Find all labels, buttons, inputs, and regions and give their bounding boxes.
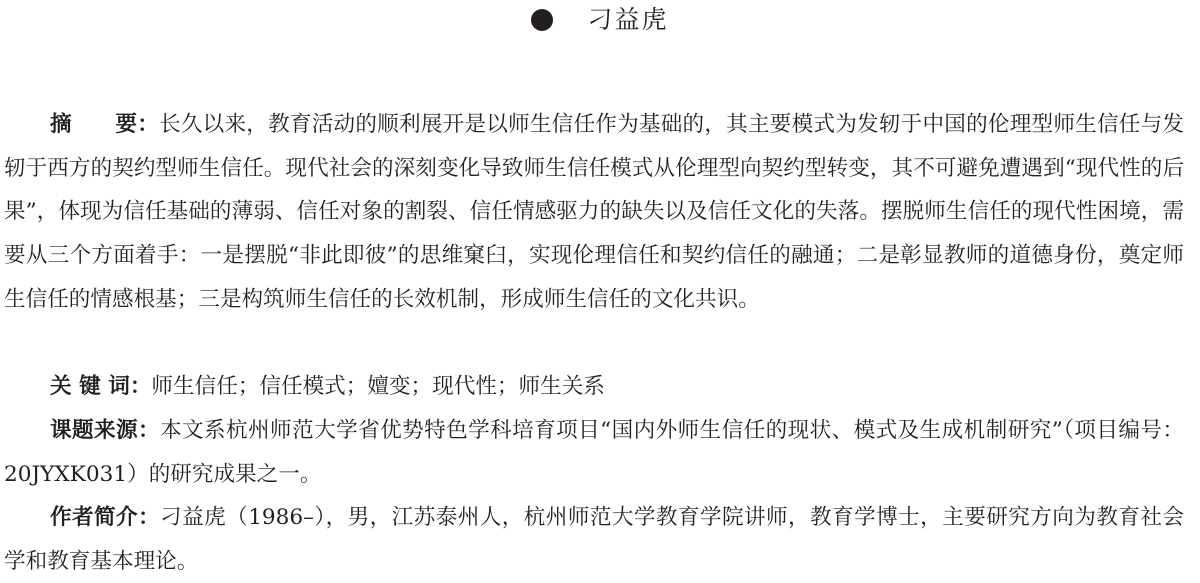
funding-label: 课题来源： (50, 418, 161, 443)
abstract-label: 摘 要： (50, 112, 160, 137)
abstract-text: 长久以来，教育活动的顺利展开是以师生信任作为基础的，其主要模式为发轫于中国的伦理型师生信任与发轫于西方的契约型师生信任。现代社会的深刻变化导致师生信任模式从伦理型向契约型转变，其不可避免遭遇到“现代性的后果”，体现为信任基础的薄弱、信任对象的割裂、信任情感驱力的缺失以及信任文化的失落。摆脱师生信任的现代性困境，需要从三个方面着手：一是摆脱“非此即彼”的思维窠臼，实现伦理信任和契约信任的融通；二是彰显教师的道德身份，奠定师生信任的情感根基；三是构筑师生信任的长效机制，形成师生信任的文化共识。 (4, 112, 1184, 312)
bullet-icon (531, 9, 553, 31)
keywords-label: 关 键 词： (50, 374, 152, 399)
author-bio-text: 刁益虎（1986–），男，江苏泰州人，杭州师范大学教育学院讲师，教育学博士，主要研究方向为教育社会学和教育基本理论。 (4, 505, 1184, 574)
abstract-paragraph (4, 103, 1184, 322)
funding-text: 本文系杭州师范大学省优势特色学科培育项目“国内外师生信任的现状、模式及生成机制研究”（项目编号：20JYXK031）的研究成果之一。 (4, 418, 1184, 487)
funding-paragraph (4, 409, 1184, 496)
keywords-paragraph (4, 365, 1184, 409)
author-bio-label: 作者简介： (50, 505, 161, 530)
author-bio-paragraph (4, 496, 1184, 583)
author-header (0, 2, 1200, 38)
keywords-text: 师生信任；信任模式；嬗变；现代性；师生关系 (151, 374, 605, 399)
author-name: 刁益虎 (587, 5, 669, 34)
